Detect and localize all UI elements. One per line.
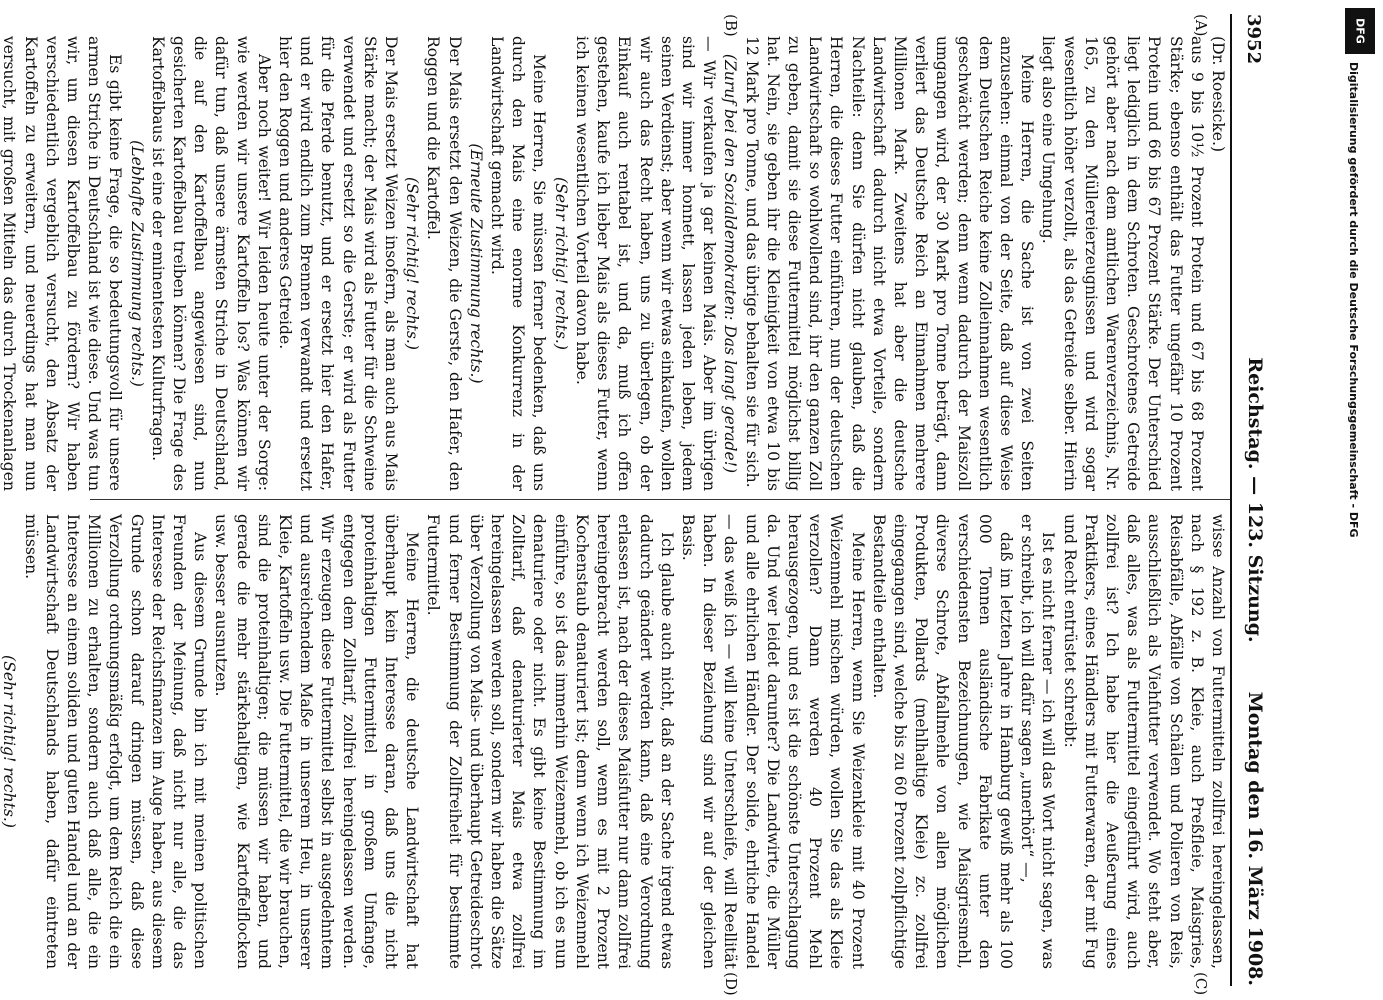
paragraph: Meine Herren, die Sache ist von zwei Seiten anzusehen: einmal von der Seite, daß auf diese Weise dem Deutschen Reiche keine Zolleinnahmen wesentlich geschwächt werden; denn wenn dadurch der Maiszoll umgangen wird, der 30 Mark pro Tonne beträgt, dann verliert das Deutsche Reich an Einnahmen mehrere Millionen Mark. Zweitens hat aber die deutsche Landwirtschaft dadurch nicht etwa Vorteile, sondern Nachteile: denn Sie dürfen nicht glauben, daß die Herren, die dieses Futter einführen, nun der deutschen Landwirtschaft so wohlwollend sind, ihr den ganzen Zoll zu geben, damit sie diese Futtermittel möglichst billig hat. Nein, sie geben ihr die Kleinigkeit von etwa 10 bis 12 Mark pro Tonne, und das übrige behalten sie für sich. bbox=[742, 36, 1037, 491]
margin-mark-a: (A) bbox=[1192, 14, 1210, 37]
interjection: (Zuruf bei den Sozialdemokraten: Das langt gerade!) bbox=[721, 53, 740, 474]
paragraph: — Wir verkaufen ja gar keinen Mais. Aber im übrigen sind wir immer honnett, lassen jeden leben, jedem seinen Verdienst; aber wenn wir etwas einkaufen, wollen wir auch das Recht haben, uns zu überlegen, ob der Einkauf auch rentabel ist, und da, muß ich offen gestehen, kaufe ich lieber Mais als dieses Futter, wenn ich keinen wesentlichen Vorteil davon habe. bbox=[572, 36, 719, 491]
paragraph: Der Mais ersetzt Weizen insofern, als man auch aus Mais Stärke macht; der Mais wird als Futter für die Schweine verwendet und ersetzt so die Gerste; er wird als Futter für die Pferde benutzt, und er ersetzt hier den Hafer, und er wird endlich zum Brennen verwandt und ersetzt hier den Roggen und anderes Getreide. bbox=[276, 36, 401, 491]
credit-text: Digitalisierung gefördert durch die Deutsche Forschungsgemeinschaft - DFG bbox=[1347, 62, 1360, 538]
session-date: Montag den 16. März 1908. bbox=[1244, 691, 1266, 986]
margin-mark-b: (B) bbox=[722, 14, 740, 37]
column-divider bbox=[90, 499, 1230, 500]
paragraph: Aber noch weiter! Wir leiden heute unter der Sorge: wie werden wir unsere Kartoffeln los? Was können wir dafür tun, daß unsere ärmsten Striche in Deutschland, die auf den Kartoffelbau angewiesen sind, nun gesicherten Kartoffelbau treiben können? Die Frage des Kartoffelbaus ist eine der eminentesten Kulturfragen. bbox=[148, 36, 273, 491]
page-header bbox=[1236, 14, 1266, 986]
paragraph: Meine Herren, Sie müssen ferner bedenken, daß uns durch den Mais eine enorme Konkurrenz in der Landwirtschaft gemacht wird. bbox=[488, 36, 549, 491]
header-rule bbox=[1230, 14, 1232, 986]
paragraph: wisse Anzahl von Futtermitteln zollfrei hereingelassen, nach § 192 z. B. Kleie, auch Preßfleie, Maisgries, Reisabfälle, Abfälle von Schälen und Polieren von Reis, ausschließlich als Viehfutter verwendet. Wo steht aber, daß alles, was als Futtermittel eingeführt wird, auch zollfrei ist? Ich habe hier die Aeußerung eines Praktikers, eines Händlers mit Futterwaren, der mit Fug und Recht entrüstet schreibt: bbox=[1060, 514, 1227, 969]
quotation: daß im letzten Jahre in Hamburg gewiß mehr als 100 000 Tonnen ausländische Fabrikate unter den verschiedensten Bezeichnungen, wie Maisgriesmehl, diverse Schrote, Abfallmehle von allen möglichen Produkten, Pollards (mehlhaltige Kleie) zc. zollfrei eingegangen sind, welche bis zu 60 Prozent zollpflichtige Bestandteile enthalten. bbox=[869, 514, 1015, 969]
interjection: (Sehr richtig! rechts.) bbox=[403, 177, 422, 350]
page-number: 3952 bbox=[1243, 14, 1264, 65]
paragraph: Aus diesem Grunde bin ich mit meinen politischen Freunden der Meinung, daß nicht nur alle, die das Interesse der Reichsfinanzen im Auge haben, aus diesem Grunde schon darauf dringen müssen, daß diese Verzollung ordnungsmäßig erfolgt, um dem Reich die ein Millionen zu erhalten, sondern auch daß alle, die ein Interesse an einem soliden und guten Handel und an der Landwirtschaft Deutschlands haben, dafür eintreten müssen. bbox=[21, 514, 210, 969]
dfg-badge bbox=[1345, 8, 1375, 54]
interjection: (Sehr richtig! rechts.) bbox=[551, 177, 570, 350]
interjection: (Sehr richtig! rechts.) bbox=[0, 655, 19, 828]
paragraph: aus 9 bis 10½ Prozent Protein und 67 bis 68 Prozent Stärke; ebenso enthält das Futter ungefähr 10 Prozent Protein und 66 bis 67 Prozent Stärke. Der Unterschied liegt lediglich in dem Schroten. Geschrotenes Getreide gehört aber nach dem amtlichen Warenverzeichnis, Nr. 165, zu den Müllereierzeugnissen und wird sogar wesentlich höher verzollt, als das Getreide selber. Hierin liegt also eine Umgehung. bbox=[1039, 36, 1206, 491]
speaker-label: (Dr. Roesicke.) bbox=[1209, 36, 1227, 153]
right-column bbox=[0, 514, 1228, 969]
margin-mark-d: (D) bbox=[722, 972, 740, 996]
interjection: (Lebhafte Zustimmung rechts.) bbox=[127, 140, 146, 387]
session-title: Reichstag. — 123. Sitzung. bbox=[1244, 357, 1266, 643]
margin-mark-c: (C) bbox=[1192, 972, 1210, 996]
paragraph: Ist es nicht ferner — ich will das Wort nicht sagen, was er schreibt, ich will dafür sagen „unerhört“ —, bbox=[1018, 514, 1058, 969]
paragraph: Der Mais ersetzt den Weizen, die Gerste, den Hafer, den Roggen und die Kartoffel. bbox=[424, 36, 464, 491]
digitization-credit bbox=[1345, 8, 1375, 992]
dfg-badge-text: DFG bbox=[1353, 18, 1367, 44]
left-column bbox=[0, 36, 1228, 491]
paragraph: Ich glaube auch nicht, daß an der Sache irgend etwas dadurch geändert werden kann, daß eine Verordnung erlassen ist, nach der dieses Maisfutter nur dann zollfrei hereingebracht werden soll, wenn es mit 2 Prozent Kochenstaub denaturiert ist; denn wenn ich Weizenmehl einführe, so ist das immerhin Weizenmehl, ob ich es nun denaturiere oder nicht. Es gibt keine Bestimmung im Zolltarif, daß denaturierter Mais etwa zollfrei hereingelassen werden soll, sondern wir haben die Sätze über Verzollung von Mais- und überhaupt Getreideschrot und ferner Bestimmung der Zollfreiheit für bestimmte Futtermittel. bbox=[424, 514, 676, 969]
paragraph: Meine Herren, die deutsche Landwirtschaft hat überhaupt kein Interesse daran, daß uns die nicht proteinhaltigen Futtermittel in großem Umfange, entgegen dem Zolltarif, zollfrei hereingelassen werden. Wir erzeugen diese Futtermittel selbst in ausgedehntem und ausreichendem Maße in unserem Heu, in unserer Kleie, Kartoffeln usw. Die Futtermittel, die wir brauchen, sind die proteinhaltigen; die müssen wir haben, und gerade die mehr stärkehaltigen, wie Kartoffelflocken usw. besser ausnutzen. bbox=[212, 514, 422, 969]
paragraph: Meine Herren, wenn Sie Weizenkleie mit 40 Prozent Weizenmehl mischen würden, wollen Sie das als Kleie verzollen? Dann werden 40 Prozent Mehl herausgezogen, und es ist die schönste Unterschlagung da. Und wer leidet darunter? Die Landwirte, die Müller und alle ehrlichen Händler. Der solide, ehrliche Handel — das weiß ich — will keine Unterschleife, will Reellität haben. In dieser Beziehung sind wir auf der gleichen Basis. bbox=[678, 514, 867, 969]
interjection: (Erneute Zustimmung rechts.) bbox=[466, 143, 485, 384]
paragraph: Es gibt keine Frage, die so bedeutungsvoll für unsere armen Striche in Deutschland ist wie diese. Und was tun wir, um diesen Kartoffelbau zu fördern? Wir haben verschiedentlich vergeblich versucht, den Absatz der Kartoffeln zu erweitern, und neuerdings hat man nun versucht, mit großen Mitteln das durch Trockenanlagen bbox=[0, 36, 125, 491]
